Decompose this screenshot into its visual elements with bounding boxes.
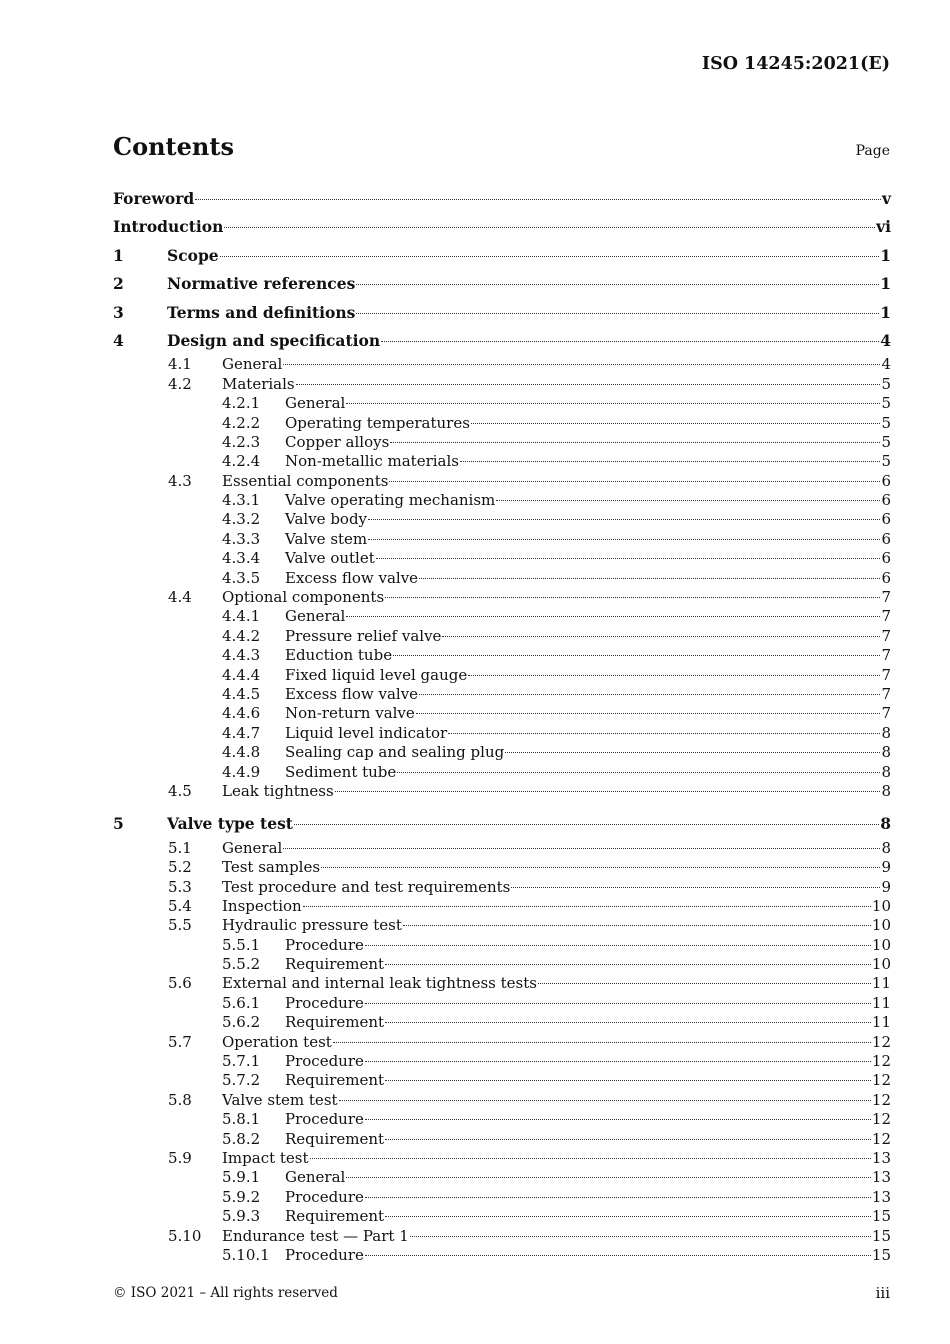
toc-entry[interactable] xyxy=(113,1207,891,1226)
toc-entry-label: General xyxy=(285,1168,346,1187)
toc-entry-page: 7 xyxy=(881,704,891,723)
toc-entry-label: Valve outlet xyxy=(285,549,375,568)
toc-entry-page: v xyxy=(881,189,891,208)
leader-dots xyxy=(416,713,881,714)
toc-entry-number: 4.4.6 xyxy=(222,704,261,723)
leader-dots xyxy=(403,925,871,926)
leader-dots xyxy=(310,1158,871,1159)
toc-entry[interactable] xyxy=(113,1013,891,1032)
toc-entry-number: 5.8.1 xyxy=(222,1110,261,1129)
toc-entry-label: Valve type test xyxy=(167,814,293,834)
toc-entry-number: 5.5.2 xyxy=(222,955,261,974)
toc-entry[interactable] xyxy=(113,491,891,510)
toc-entry-label: Requirement xyxy=(285,1071,385,1090)
toc-entry-number: 4.4.9 xyxy=(222,762,261,781)
page-column-label: Page xyxy=(855,143,890,159)
toc-entry[interactable] xyxy=(113,685,891,704)
leader-dots xyxy=(385,964,871,965)
leader-dots xyxy=(511,887,880,888)
toc-entry-label: Materials xyxy=(222,374,295,393)
toc-entry-label: Sealing cap and sealing plug xyxy=(285,743,505,762)
toc-entry[interactable] xyxy=(113,1033,891,1052)
toc-entry[interactable] xyxy=(113,839,891,858)
toc-entry-number: 5.8 xyxy=(168,1090,192,1109)
toc-entry-page: 13 xyxy=(871,1148,891,1167)
toc-entry[interactable] xyxy=(113,530,891,549)
leader-dots xyxy=(419,694,880,695)
toc-entry-page: 8 xyxy=(880,814,891,834)
toc-entry-number: 4.4.5 xyxy=(222,684,261,703)
toc-entry-page: 5 xyxy=(881,413,891,432)
toc-entry-page: 10 xyxy=(871,935,891,954)
toc-entry-page: 11 xyxy=(871,993,891,1012)
leader-dots xyxy=(283,364,880,365)
toc-entry-label: Optional components xyxy=(222,588,385,607)
toc-entry-label: General xyxy=(285,394,346,413)
toc-entry-page: 12 xyxy=(871,1052,891,1071)
toc-entry-label: Procedure xyxy=(285,1245,364,1264)
toc-entry-page: 1 xyxy=(880,302,891,322)
toc-entry-label: Endurance test — Part 1 xyxy=(222,1226,409,1245)
toc-entry-label: Requirement xyxy=(285,955,385,974)
toc-entry[interactable] xyxy=(113,810,891,838)
toc-entry-label: Copper alloys xyxy=(285,432,390,451)
toc-entry[interactable] xyxy=(113,510,891,529)
toc-entry[interactable] xyxy=(113,375,891,394)
toc-entry-page: 7 xyxy=(881,588,891,607)
toc-entry-label: Scope xyxy=(167,245,219,265)
toc-entry-number: 4.2.4 xyxy=(222,452,261,471)
toc-entry-label: General xyxy=(222,838,283,857)
toc-entry-number: 5.7.2 xyxy=(222,1071,261,1090)
document-id: ISO 14245:2021(E) xyxy=(701,54,890,74)
toc-entry[interactable] xyxy=(113,1188,891,1207)
toc-entry-number: 5.9.2 xyxy=(222,1187,261,1206)
toc-entry-label: Procedure xyxy=(285,935,364,954)
toc-entry-page: 7 xyxy=(881,646,891,665)
toc-entry-page: 12 xyxy=(871,1090,891,1109)
toc-entry-page: 8 xyxy=(881,723,891,742)
toc-entry-number: 4.4.3 xyxy=(222,646,261,665)
toc-entry-number: 5.9.3 xyxy=(222,1207,261,1226)
toc-entry-label: Requirement xyxy=(285,1207,385,1226)
toc-entry[interactable] xyxy=(113,355,891,374)
toc-entry-label: Hydraulic pressure test xyxy=(222,916,402,935)
leader-dots xyxy=(195,199,881,200)
toc-entry-label: Test procedure and test requirements xyxy=(222,877,511,896)
toc-entry-label: Excess flow valve xyxy=(285,684,419,703)
leader-dots xyxy=(283,848,880,849)
toc-entry-label: Valve body xyxy=(285,510,368,529)
toc-entry[interactable] xyxy=(113,452,891,471)
toc-entry-number: 3 xyxy=(113,302,124,322)
toc-entry-label: Procedure xyxy=(285,1110,364,1129)
toc-entry-label: Foreword xyxy=(113,189,195,208)
toc-entry-number: 4.2.2 xyxy=(222,413,261,432)
toc-entry-page: 7 xyxy=(881,607,891,626)
toc-entry[interactable] xyxy=(113,724,891,743)
toc-entry-number: 4.4.8 xyxy=(222,743,261,762)
toc-entry[interactable] xyxy=(113,327,891,355)
leader-dots xyxy=(346,1177,871,1178)
toc-entry[interactable] xyxy=(113,916,891,935)
leader-dots xyxy=(365,1003,871,1004)
toc-entry[interactable] xyxy=(113,974,891,993)
toc-entry-page: 8 xyxy=(881,781,891,800)
toc-entry-label: Requirement xyxy=(285,1129,385,1148)
leader-dots xyxy=(389,481,880,482)
toc-entry-page: 15 xyxy=(871,1245,891,1264)
toc-entry-label: External and internal leak tightness tests xyxy=(222,974,537,993)
toc-entry-page: 8 xyxy=(881,762,891,781)
toc-entry[interactable] xyxy=(113,897,891,916)
leader-dots xyxy=(333,1042,871,1043)
toc-entry-label: Operation test xyxy=(222,1032,332,1051)
toc-entry[interactable] xyxy=(113,646,891,665)
toc-entry-page: 10 xyxy=(871,916,891,935)
toc-entry-label: Procedure xyxy=(285,993,364,1012)
toc-entry-page: 4 xyxy=(880,330,891,350)
toc-entry-number: 4.4.2 xyxy=(222,626,261,645)
toc-entry-label: Valve stem test xyxy=(222,1090,338,1109)
toc-entry-label: Procedure xyxy=(285,1187,364,1206)
toc-entry-number: 4.2.3 xyxy=(222,432,261,451)
leader-dots xyxy=(505,752,880,753)
leader-dots xyxy=(365,1119,871,1120)
toc-entry-number: 5.6 xyxy=(168,974,192,993)
leader-dots xyxy=(419,578,880,579)
toc-entry-label: Requirement xyxy=(285,1013,385,1032)
toc-entry[interactable] xyxy=(113,782,891,801)
toc-entry[interactable] xyxy=(113,1091,891,1110)
toc-entry-label: Essential components xyxy=(222,471,389,490)
leader-dots xyxy=(496,500,880,501)
toc-entry[interactable] xyxy=(113,743,891,762)
leader-dots xyxy=(471,423,881,424)
leader-dots xyxy=(356,284,879,285)
toc-entry-page: 1 xyxy=(880,245,891,265)
toc-entry-number: 4.3.1 xyxy=(222,491,261,510)
toc-entry-page: 10 xyxy=(871,896,891,915)
leader-dots xyxy=(365,1255,871,1256)
leader-dots xyxy=(296,384,881,385)
toc-entry-page: 9 xyxy=(881,858,891,877)
toc-entry-number: 5.10.1 xyxy=(222,1245,270,1264)
toc-entry-number: 4.4.4 xyxy=(222,665,261,684)
toc-entry-number: 4.4.1 xyxy=(222,607,261,626)
leader-dots xyxy=(303,906,871,907)
toc-entry[interactable] xyxy=(113,1052,891,1071)
toc-entry-label: Inspection xyxy=(222,896,302,915)
toc-entry-number: 4.3.2 xyxy=(222,510,261,529)
toc-entry-label: Fixed liquid level gauge xyxy=(285,665,468,684)
leader-dots xyxy=(442,636,880,637)
toc-entry-page: 6 xyxy=(881,491,891,510)
leader-dots xyxy=(385,1022,871,1023)
toc-entry-label: General xyxy=(222,355,283,374)
leader-dots xyxy=(376,558,881,559)
toc-entry-number: 4.5 xyxy=(168,781,192,800)
toc-entry-number: 2 xyxy=(113,274,124,294)
toc-entry-label: Impact test xyxy=(222,1148,309,1167)
toc-entry-number: 5.7.1 xyxy=(222,1052,261,1071)
toc-entry-page: 4 xyxy=(881,355,891,374)
leader-dots xyxy=(346,616,880,617)
toc-entry-page: 7 xyxy=(881,684,891,703)
toc-entry-page: 7 xyxy=(881,626,891,645)
toc-entry[interactable] xyxy=(113,242,891,270)
toc-entry[interactable] xyxy=(113,433,891,452)
leader-dots xyxy=(356,313,879,314)
toc-entry-number: 4.2.1 xyxy=(222,394,261,413)
leader-dots xyxy=(335,791,881,792)
footer-page-number: iii xyxy=(875,1284,890,1302)
leader-dots xyxy=(220,256,880,257)
toc-entry-number: 5.6.2 xyxy=(222,1013,261,1032)
toc-entry-label: Sediment tube xyxy=(285,762,397,781)
toc-entry-number: 5.7 xyxy=(168,1032,192,1051)
leader-dots xyxy=(339,1100,871,1101)
leader-dots xyxy=(346,403,880,404)
table-of-contents xyxy=(113,185,891,1265)
toc-entry-page: 12 xyxy=(871,1032,891,1051)
toc-entry-label: Eduction tube xyxy=(285,646,393,665)
toc-entry-label: Non-metallic materials xyxy=(285,452,459,471)
toc-entry[interactable] xyxy=(113,955,891,974)
toc-entry-page: 11 xyxy=(871,1013,891,1032)
toc-entry[interactable] xyxy=(113,270,891,298)
toc-entry-number: 5.5 xyxy=(168,916,192,935)
toc-entry-number: 5.9.1 xyxy=(222,1168,261,1187)
toc-entry[interactable] xyxy=(113,549,891,568)
toc-entry[interactable] xyxy=(113,704,891,723)
leader-dots xyxy=(224,227,875,228)
toc-entry-number: 4.1 xyxy=(168,355,192,374)
leader-dots xyxy=(365,1061,871,1062)
toc-entry-label: Valve stem xyxy=(285,529,368,548)
leader-dots xyxy=(393,655,880,656)
toc-entry-label: Non-return valve xyxy=(285,704,415,723)
leader-dots xyxy=(468,675,880,676)
toc-entry-page: 5 xyxy=(881,452,891,471)
toc-entry-page: 15 xyxy=(871,1226,891,1245)
toc-entry[interactable] xyxy=(113,569,891,588)
toc-entry-page: 8 xyxy=(881,743,891,762)
toc-entry-label: Normative references xyxy=(167,274,356,294)
toc-entry[interactable] xyxy=(113,763,891,782)
toc-entry-page: 12 xyxy=(871,1110,891,1129)
leader-dots xyxy=(365,1197,871,1198)
toc-entry-number: 5.6.1 xyxy=(222,993,261,1012)
toc-entry-label: Liquid level indicator xyxy=(285,723,448,742)
toc-entry-page: 12 xyxy=(871,1129,891,1148)
toc-entry[interactable] xyxy=(113,627,891,646)
toc-entry-page: vi xyxy=(876,217,891,237)
page-title: Contents xyxy=(113,132,234,161)
toc-entry[interactable] xyxy=(113,299,891,327)
leader-dots xyxy=(368,519,880,520)
toc-entry-number: 4.3.3 xyxy=(222,529,261,548)
toc-entry-label: Introduction xyxy=(113,217,224,237)
toc-entry[interactable] xyxy=(113,1246,891,1265)
leader-dots xyxy=(538,983,871,984)
toc-entry[interactable] xyxy=(113,1149,891,1168)
toc-entry-label: Procedure xyxy=(285,1052,364,1071)
toc-entry-page: 13 xyxy=(871,1187,891,1206)
toc-entry-page: 8 xyxy=(881,838,891,857)
leader-dots xyxy=(390,442,880,443)
toc-entry-number: 4.4 xyxy=(168,588,192,607)
toc-entry-page: 13 xyxy=(871,1168,891,1187)
toc-entry-page: 1 xyxy=(880,274,891,294)
leader-dots xyxy=(368,539,880,540)
toc-entry-number: 5.5.1 xyxy=(222,935,261,954)
leader-dots xyxy=(385,1216,871,1217)
toc-entry[interactable] xyxy=(113,1110,891,1129)
toc-entry-page: 6 xyxy=(881,510,891,529)
toc-entry[interactable] xyxy=(113,1130,891,1149)
leader-dots xyxy=(294,824,879,825)
toc-entry-number: 5.4 xyxy=(168,896,192,915)
toc-entry-page: 6 xyxy=(881,568,891,587)
toc-entry-number: 4.4.7 xyxy=(222,723,261,742)
toc-entry[interactable] xyxy=(113,213,891,241)
toc-entry[interactable] xyxy=(113,1071,891,1090)
toc-entry[interactable] xyxy=(113,1227,891,1246)
toc-entry-page: 6 xyxy=(881,549,891,568)
toc-entry-page: 15 xyxy=(871,1207,891,1226)
toc-entry-label: Operating temperatures xyxy=(285,413,470,432)
leader-dots xyxy=(385,1080,871,1081)
toc-entry-page: 10 xyxy=(871,955,891,974)
toc-entry[interactable] xyxy=(113,607,891,626)
toc-entry-number: 5.3 xyxy=(168,877,192,896)
toc-entry-label: Test samples xyxy=(222,858,321,877)
toc-entry-number: 4.3 xyxy=(168,471,192,490)
toc-entry-label: Design and specification xyxy=(167,330,381,350)
toc-entry-label: Valve operating mechanism xyxy=(285,491,496,510)
leader-dots xyxy=(365,945,871,946)
toc-entry-page: 12 xyxy=(871,1071,891,1090)
toc-entry[interactable] xyxy=(113,994,891,1013)
leader-dots xyxy=(385,597,880,598)
leader-dots xyxy=(385,1139,871,1140)
toc-entry-page: 7 xyxy=(881,665,891,684)
toc-entry-label: Pressure relief valve xyxy=(285,626,442,645)
toc-entry-number: 5.8.2 xyxy=(222,1129,261,1148)
toc-entry-number: 5.1 xyxy=(168,838,192,857)
toc-entry-number: 5.10 xyxy=(168,1226,202,1245)
toc-entry-number: 5.2 xyxy=(168,858,192,877)
toc-entry[interactable] xyxy=(113,1168,891,1187)
toc-entry-label: Leak tightness xyxy=(222,781,334,800)
toc-entry-page: 5 xyxy=(881,394,891,413)
leader-dots xyxy=(321,867,880,868)
leader-dots xyxy=(397,772,880,773)
toc-entry-number: 5 xyxy=(113,814,124,834)
toc-entry[interactable] xyxy=(113,185,891,213)
toc-entry-number: 4.3.5 xyxy=(222,568,261,587)
toc-entry-label: Terms and definitions xyxy=(167,302,356,322)
toc-entry-page: 5 xyxy=(881,432,891,451)
toc-entry-number: 4.3.4 xyxy=(222,549,261,568)
toc-entry-page: 5 xyxy=(881,374,891,393)
toc-entry[interactable] xyxy=(113,394,891,413)
toc-entry[interactable] xyxy=(113,414,891,433)
toc-entry-label: Excess flow valve xyxy=(285,568,419,587)
toc-entry[interactable] xyxy=(113,666,891,685)
leader-dots xyxy=(410,1236,871,1237)
toc-entry[interactable] xyxy=(113,472,891,491)
leader-dots xyxy=(381,341,879,342)
toc-entry[interactable] xyxy=(113,878,891,897)
toc-entry-number: 4 xyxy=(113,330,124,350)
toc-entry-page: 6 xyxy=(881,529,891,548)
toc-entry-number: 1 xyxy=(113,245,124,265)
toc-entry-page: 9 xyxy=(881,877,891,896)
leader-dots xyxy=(448,733,880,734)
toc-entry[interactable] xyxy=(113,858,891,877)
leader-dots xyxy=(460,461,880,462)
toc-entry[interactable] xyxy=(113,936,891,955)
toc-entry-number: 4.2 xyxy=(168,374,192,393)
footer-copyright: © ISO 2021 – All rights reserved xyxy=(113,1285,338,1301)
toc-entry-page: 6 xyxy=(881,471,891,490)
toc-entry-number: 5.9 xyxy=(168,1148,192,1167)
toc-entry-page: 11 xyxy=(871,974,891,993)
toc-entry[interactable] xyxy=(113,588,891,607)
toc-entry-label: General xyxy=(285,607,346,626)
